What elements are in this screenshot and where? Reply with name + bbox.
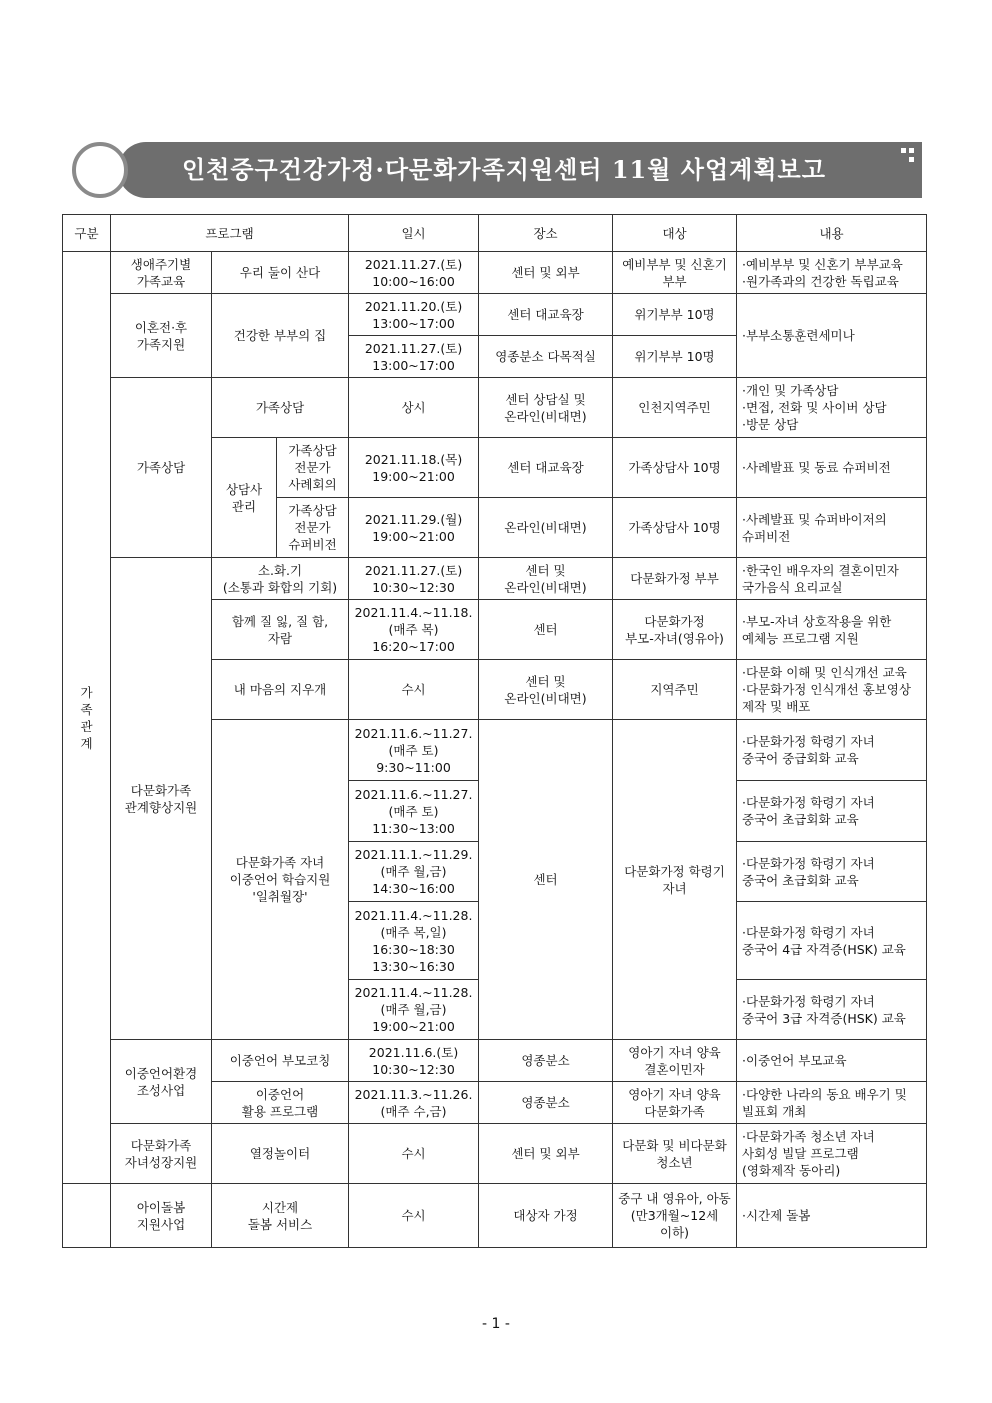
target-cell: 영아기 자녀 양육 결혼이민자 — [613, 1040, 737, 1082]
place-cell: 영종분소 — [479, 1040, 613, 1082]
target-cell: 다문화가정 부모-자녀(영유아) — [613, 600, 737, 660]
target-cell: 영아기 자녀 양육 다문화가족 — [613, 1082, 737, 1124]
place-cell: 센터 상담실 및 온라인(비대면) — [479, 378, 613, 438]
table-row — [63, 1124, 927, 1184]
program-cell: 가족상담 전문가 사례회의 — [277, 438, 349, 498]
group-cell: 생애주기별 가족교육 — [111, 252, 212, 294]
place-cell: 센터 — [479, 720, 613, 1040]
date-cell: 상시 — [349, 378, 479, 438]
date-cell: 2021.11.27.(토) 10:30~12:30 — [349, 558, 479, 600]
content-cell: ·개인 및 가족상담 ·면접, 전화 및 사이버 상담 ·방문 상담 — [737, 378, 927, 438]
date-cell: 2021.11.6.(토) 10:30~12:30 — [349, 1040, 479, 1082]
date-cell: 2021.11.18.(목) 19:00~21:00 — [349, 438, 479, 498]
table-row — [63, 378, 927, 438]
program-cell: 열정놀이터 — [212, 1124, 349, 1184]
date-cell: 수시 — [349, 1184, 479, 1248]
group-cell: 가족상담 — [111, 378, 212, 558]
group-cell: 이중언어환경 조성사업 — [111, 1040, 212, 1124]
content-cell: ·다문화가정 학령기 자녀 중국어 4급 자격증(HSK) 교육 — [737, 902, 927, 980]
circle-ornament-icon — [72, 142, 128, 198]
title-banner — [72, 142, 922, 198]
plan-table — [62, 214, 927, 1248]
place-cell: 영종분소 — [479, 1082, 613, 1124]
date-cell: 2021.11.6.~11.27. (매주 토) 11:30~13:00 — [349, 781, 479, 842]
place-cell: 센터 — [479, 600, 613, 660]
category-cell — [63, 1184, 111, 1248]
date-cell: 2021.11.20.(토) 13:00~17:00 — [349, 294, 479, 336]
program-cell: 건강한 부부의 집 — [212, 294, 349, 378]
program-cell: 다문화가족 자녀 이중언어 학습지원 '일취월장' — [212, 720, 349, 1040]
header-content: 내용 — [737, 215, 927, 252]
content-cell: ·다문화가정 학령기 자녀 중국어 초급회화 교육 — [737, 781, 927, 842]
header-date: 일시 — [349, 215, 479, 252]
date-cell: 수시 — [349, 660, 479, 720]
program-cell: 함께 질 잃, 질 함, 자람 — [212, 600, 349, 660]
content-cell: ·다문화가정 학령기 자녀 중국어 3급 자격증(HSK) 교육 — [737, 980, 927, 1040]
date-cell: 2021.11.1.~11.29. (매주 월,금) 14:30~16:00 — [349, 842, 479, 902]
date-cell: 2021.11.4.~11.28. (매주 월,금) 19:00~21:00 — [349, 980, 479, 1040]
table-row — [63, 1040, 927, 1082]
table-row — [63, 252, 927, 294]
content-cell: ·다양한 나라의 동요 배우기 및 빌표회 개최 — [737, 1082, 927, 1124]
content-cell: ·시간제 돌봄 — [737, 1184, 927, 1248]
content-cell: ·사례발표 및 동료 슈퍼비전 — [737, 438, 927, 498]
target-cell: 위기부부 10명 — [613, 294, 737, 336]
page-title: 인천중구건강가정·다문화가족지원센터 11월 사업계획보고 — [182, 155, 826, 184]
place-cell: 센터 및 외부 — [479, 1124, 613, 1184]
program-cell: 시간제 돌봄 서비스 — [212, 1184, 349, 1248]
content-cell: ·이중언어 부모교육 — [737, 1040, 927, 1082]
date-cell: 2021.11.27.(토) 10:00~16:00 — [349, 252, 479, 294]
date-cell: 2021.11.29.(월) 19:00~21:00 — [349, 498, 479, 558]
target-cell: 가족상담사 10명 — [613, 438, 737, 498]
content-cell: ·사례발표 및 슈퍼바이저의 슈퍼비전 — [737, 498, 927, 558]
header-program: 프로그램 — [111, 215, 349, 252]
corner-dots-icon — [901, 148, 915, 164]
target-cell: 다문화가정 부부 — [613, 558, 737, 600]
target-cell: 지역주민 — [613, 660, 737, 720]
place-cell: 센터 대교육장 — [479, 294, 613, 336]
group-cell: 아이돌봄 지원사업 — [111, 1184, 212, 1248]
program-cell: 이중언어 부모코칭 — [212, 1040, 349, 1082]
place-cell: 센터 대교육장 — [479, 438, 613, 498]
target-cell: 예비부부 및 신혼기 부부 — [613, 252, 737, 294]
program-cell: 내 마음의 지우개 — [212, 660, 349, 720]
content-cell: ·한국인 배우자의 결혼이민자 국가음식 요리교실 — [737, 558, 927, 600]
target-cell: 위기부부 10명 — [613, 336, 737, 378]
target-cell: 다문화 및 비다문화 청소년 — [613, 1124, 737, 1184]
target-cell: 다문화가정 학령기 자녀 — [613, 720, 737, 1040]
group-cell: 다문화가족 자녀성장지원 — [111, 1124, 212, 1184]
table-row — [63, 1184, 927, 1248]
content-cell: ·다문화가족 청소년 자녀 사회성 빌달 프로그램 (영화제작 동아리) — [737, 1124, 927, 1184]
place-cell: 영종분소 다목적실 — [479, 336, 613, 378]
target-cell: 가족상담사 10명 — [613, 498, 737, 558]
date-cell: 2021.11.4.~11.28. (매주 목,일) 16:30~18:30 13:30~16:30 — [349, 902, 479, 980]
date-cell: 2021.11.4.~11.18. (매주 목) 16:20~17:00 — [349, 600, 479, 660]
group-cell: 이혼전·후 가족지원 — [111, 294, 212, 378]
table-row — [63, 294, 927, 336]
header-category: 구분 — [63, 215, 111, 252]
page-number: - 1 - — [482, 1316, 510, 1332]
date-cell: 2021.11.6.~11.27. (매주 토) 9:30~11:00 — [349, 720, 479, 781]
subgroup-cell: 상담사 관리 — [212, 438, 277, 558]
header-place: 장소 — [479, 215, 613, 252]
date-cell: 2021.11.27.(토) 13:00~17:00 — [349, 336, 479, 378]
table-row — [63, 558, 927, 600]
program-cell: 소.화.기 (소통과 화합의 기회) — [212, 558, 349, 600]
target-cell: 인천지역주민 — [613, 378, 737, 438]
place-cell: 센터 및 온라인(비대면) — [479, 558, 613, 600]
place-cell: 센터 및 온라인(비대면) — [479, 660, 613, 720]
program-cell: 가족상담 — [212, 378, 349, 438]
category-family: 가 족 관 계 — [63, 252, 111, 1184]
target-cell: 중구 내 영유아, 아동 (만3개월~12세 이하) — [613, 1184, 737, 1248]
content-cell: ·다문화 이해 및 인식개선 교육 ·다문화가정 인식개선 홍보영상 제작 및 배포 — [737, 660, 927, 720]
program-cell: 가족상담 전문가 슈퍼비전 — [277, 498, 349, 558]
date-cell: 수시 — [349, 1124, 479, 1184]
header-target: 대상 — [613, 215, 737, 252]
date-cell: 2021.11.3.~11.26. (매주 수,금) — [349, 1082, 479, 1124]
header-row — [63, 215, 927, 252]
program-cell: 이중언어 활용 프로그램 — [212, 1082, 349, 1124]
content-cell: ·다문화가정 학령기 자녀 중국어 초급회화 교육 — [737, 842, 927, 902]
group-cell: 다문화가족 관계향상지원 — [111, 558, 212, 1040]
content-cell: ·부모-자녀 상호작용을 위한 예체능 프로그램 지원 — [737, 600, 927, 660]
place-cell: 센터 및 외부 — [479, 252, 613, 294]
content-cell: ·다문화가정 학령기 자녀 중국어 중급회화 교육 — [737, 720, 927, 781]
place-cell: 대상자 가정 — [479, 1184, 613, 1248]
program-cell: 우리 둘이 산다 — [212, 252, 349, 294]
place-cell: 온라인(비대면) — [479, 498, 613, 558]
content-cell: ·부부소통훈련세미나 — [737, 294, 927, 378]
content-cell: ·예비부부 및 신혼기 부부교육 ·원가족과의 건강한 독립교육 — [737, 252, 927, 294]
